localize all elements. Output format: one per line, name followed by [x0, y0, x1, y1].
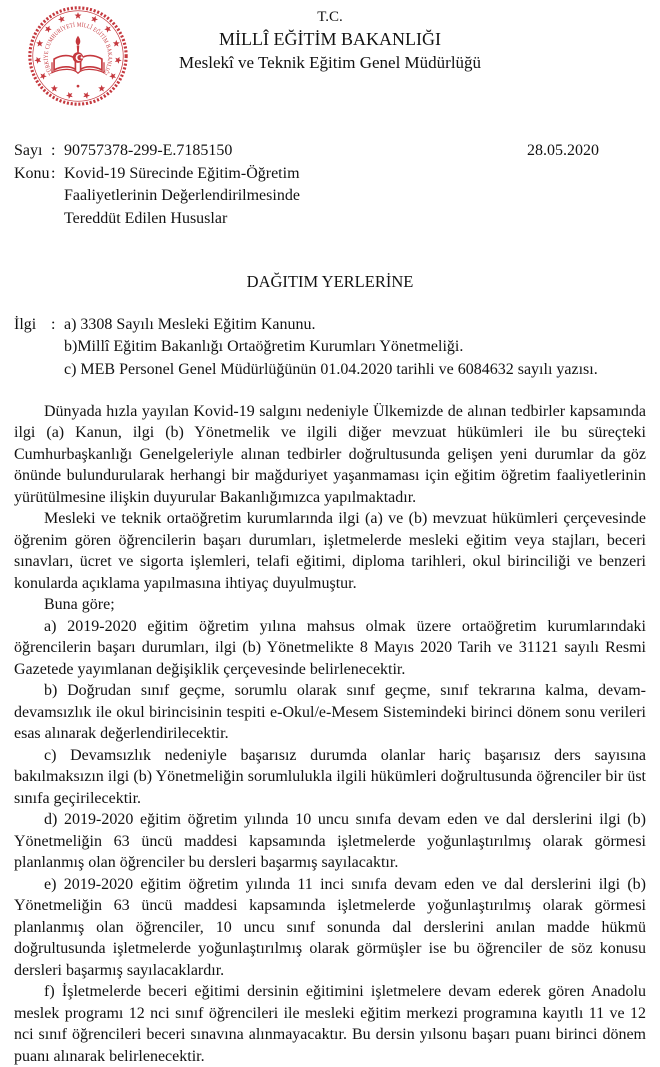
body-paragraph-item-b: b) Doğrudan sınıf geçme, sorumlu olarak sınıf geçme, sınıf tekrarına kalma, devam-devamsızlık ile okul birincisinin tespiti e-Okul/e-Mesem Sistemindeki birinci dönem sonu verileri esas alınarak değerlendirilecektir. [14, 682, 646, 743]
torch-icon [73, 36, 84, 63]
ilgi-items [64, 314, 646, 381]
konu-value-line2: Faaliyetlerinin Değerlendirilmesinde [64, 187, 300, 204]
konu-label: Konu [14, 164, 50, 182]
body-paragraph-item-e: e) 2019-2020 eğitim öğretim yılında 11 inci sınıfa devam eden ve dal derslerini ilgi (b) Yönetmeliğin 63 üncü maddesi kapsamında işletmelerde yoğunlaştırılmış olarak görmesi planlanmış olan öğrenciler, 10 uncu sınıf sonunda dal derslerini anılan madde hükmü doğrultusunda işletmelerde yoğunlaştırılmış olarak görmüşler ise bu öğrenciler de söz konusu dersleri başarmış sayılacaklardır. [14, 875, 646, 979]
konu-value-line3: Tereddüt Edilen Hususlar [64, 209, 228, 227]
sayi-label: Sayı [14, 142, 43, 159]
references-block [14, 314, 646, 381]
ilgi-item-a: a) 3308 Sayılı Mesleki Eğitim Kanunu. [64, 316, 316, 333]
meb-emblem-logo [26, 4, 130, 108]
emblem-circular-text: TÜRKİYE CUMHURİYETİ MİLLÎ EĞİTİM BAKANLIĞI [43, 22, 113, 77]
emblem-separator-dot [77, 85, 80, 88]
document-date: 28.05.2020 [527, 142, 599, 159]
document-meta [14, 140, 646, 230]
ilgi-label: İlgi [14, 316, 37, 333]
body-paragraph-need: Mesleki ve teknik ortaöğretim kurumlarında ilgi (a) ve (b) mevzuat hükümleri çerçevesinde öğrenim gören öğrencilerin başarı durumları, işletmelerde mesleki eğitim veya stajları, beceri sınavları, ücret ve sigorta işlemleri, telafi eğitimi, diploma tarihleri, okul birinciliği ve benzeri konularda açıklama yapılmasına ihtiyaç duyulmuştur. [14, 510, 646, 592]
body-paragraph-item-f: f) İşletmelerde beceri eğitimi dersinin eğitimini işletmelere devam ederek gören Anadolu meslek programı 12 nci sınıf öğrencileri ile mesleki eğitim merkezi programına kayıtlı 11 ve 12 nci sınıf öğrencileri beceri sınavına alınmayacaktır. Bu dersin yılsonu başarı puanı birinci dönem puanı alınarak belirlenecektir. [14, 983, 646, 1065]
sayi-value: 90757378-299-E.7185150 [64, 142, 233, 159]
ilgi-item-c: c) MEB Personel Genel Müdürlüğünün 01.04.2020 tarihli ve 6084632 sayılı yazısı. [64, 360, 598, 378]
letterhead-directorate: Meslekî ve Teknik Eğitim Genel Müdürlüğü [178, 53, 482, 72]
body-paragraph-item-a: a) 2019-2020 eğitim öğretim yılına mahsus olmak üzere ortaöğretim kurumlarındaki öğrencilerin başarı durumları, ilgi (b) Yönetmelikte 8 Mayıs 2020 Tarih ve 31121 sayılı Resmi Gazetede yayımlanan değişiklik çerçevesinde belirlenecektir. [14, 617, 646, 678]
sayi-colon: : [51, 142, 56, 159]
body-paragraph-item-c: c) Devamsızlık nedeniyle başarısız durumda olanlar hariç başarısız ders sayısına bakılmaksızın ilgi (b) Yönetmeliğin sorumlulukla ilgili hükümleri doğrultusunda öğrenciler bir üst sınıfa geçirilecektir. [14, 746, 646, 807]
ilgi-item-b: b)Millî Eğitim Bakanlığı Ortaöğretim Kurumları Yönetmeliği. [64, 338, 464, 356]
body-paragraph-buna-gore: Buna göre; [44, 596, 115, 614]
recipient-heading: DAĞITIM YERLERİNE [246, 272, 414, 291]
body-paragraph-intro: Dünyada hızla yayılan Kovid-19 salgını nedeniyle Ülkemizde de alınan tedbirler kapsamında ilgi (a) Kanun, ilgi (b) Yönetmelik ve ilgili diğer mevzuat hükümleri ile bu süreçteki Cumhurbaşkanlığı Genelgeleriyle alınan tedbirler doğrultusunda gelişen yeni durumlar da göz önünde bulundurularak herhangi bir mağduriyet yaşanmaması için eğitim öğretim faaliyetlerinin yürütülmesine ilişkin duyurular Bakanlığımızca yapılmaktadır. [14, 402, 646, 506]
ilgi-colon: : [51, 316, 56, 333]
body-paragraph-item-d: d) 2019-2020 eğitim öğretim yılında 10 uncu sınıfa devam eden ve dal derslerini ilgi (b) Yönetmeliğin 63 üncü maddesi kapsamında işletmelerde yoğunlaştırılmış olarak görmesi planlanmış olan öğrenciler bu dersleri başarmış sayılacaktır. [14, 811, 646, 872]
konu-colon: : [51, 164, 56, 182]
konu-row [14, 163, 646, 186]
letterhead-tc: T.C. [317, 9, 343, 25]
letter-body [14, 401, 646, 1067]
letterhead-ministry: MİLLÎ EĞİTİM BAKANLIĞI [219, 29, 441, 49]
konu-value-line1: Kovid-19 Sürecinde Eğitim-Öğretim [64, 164, 300, 182]
